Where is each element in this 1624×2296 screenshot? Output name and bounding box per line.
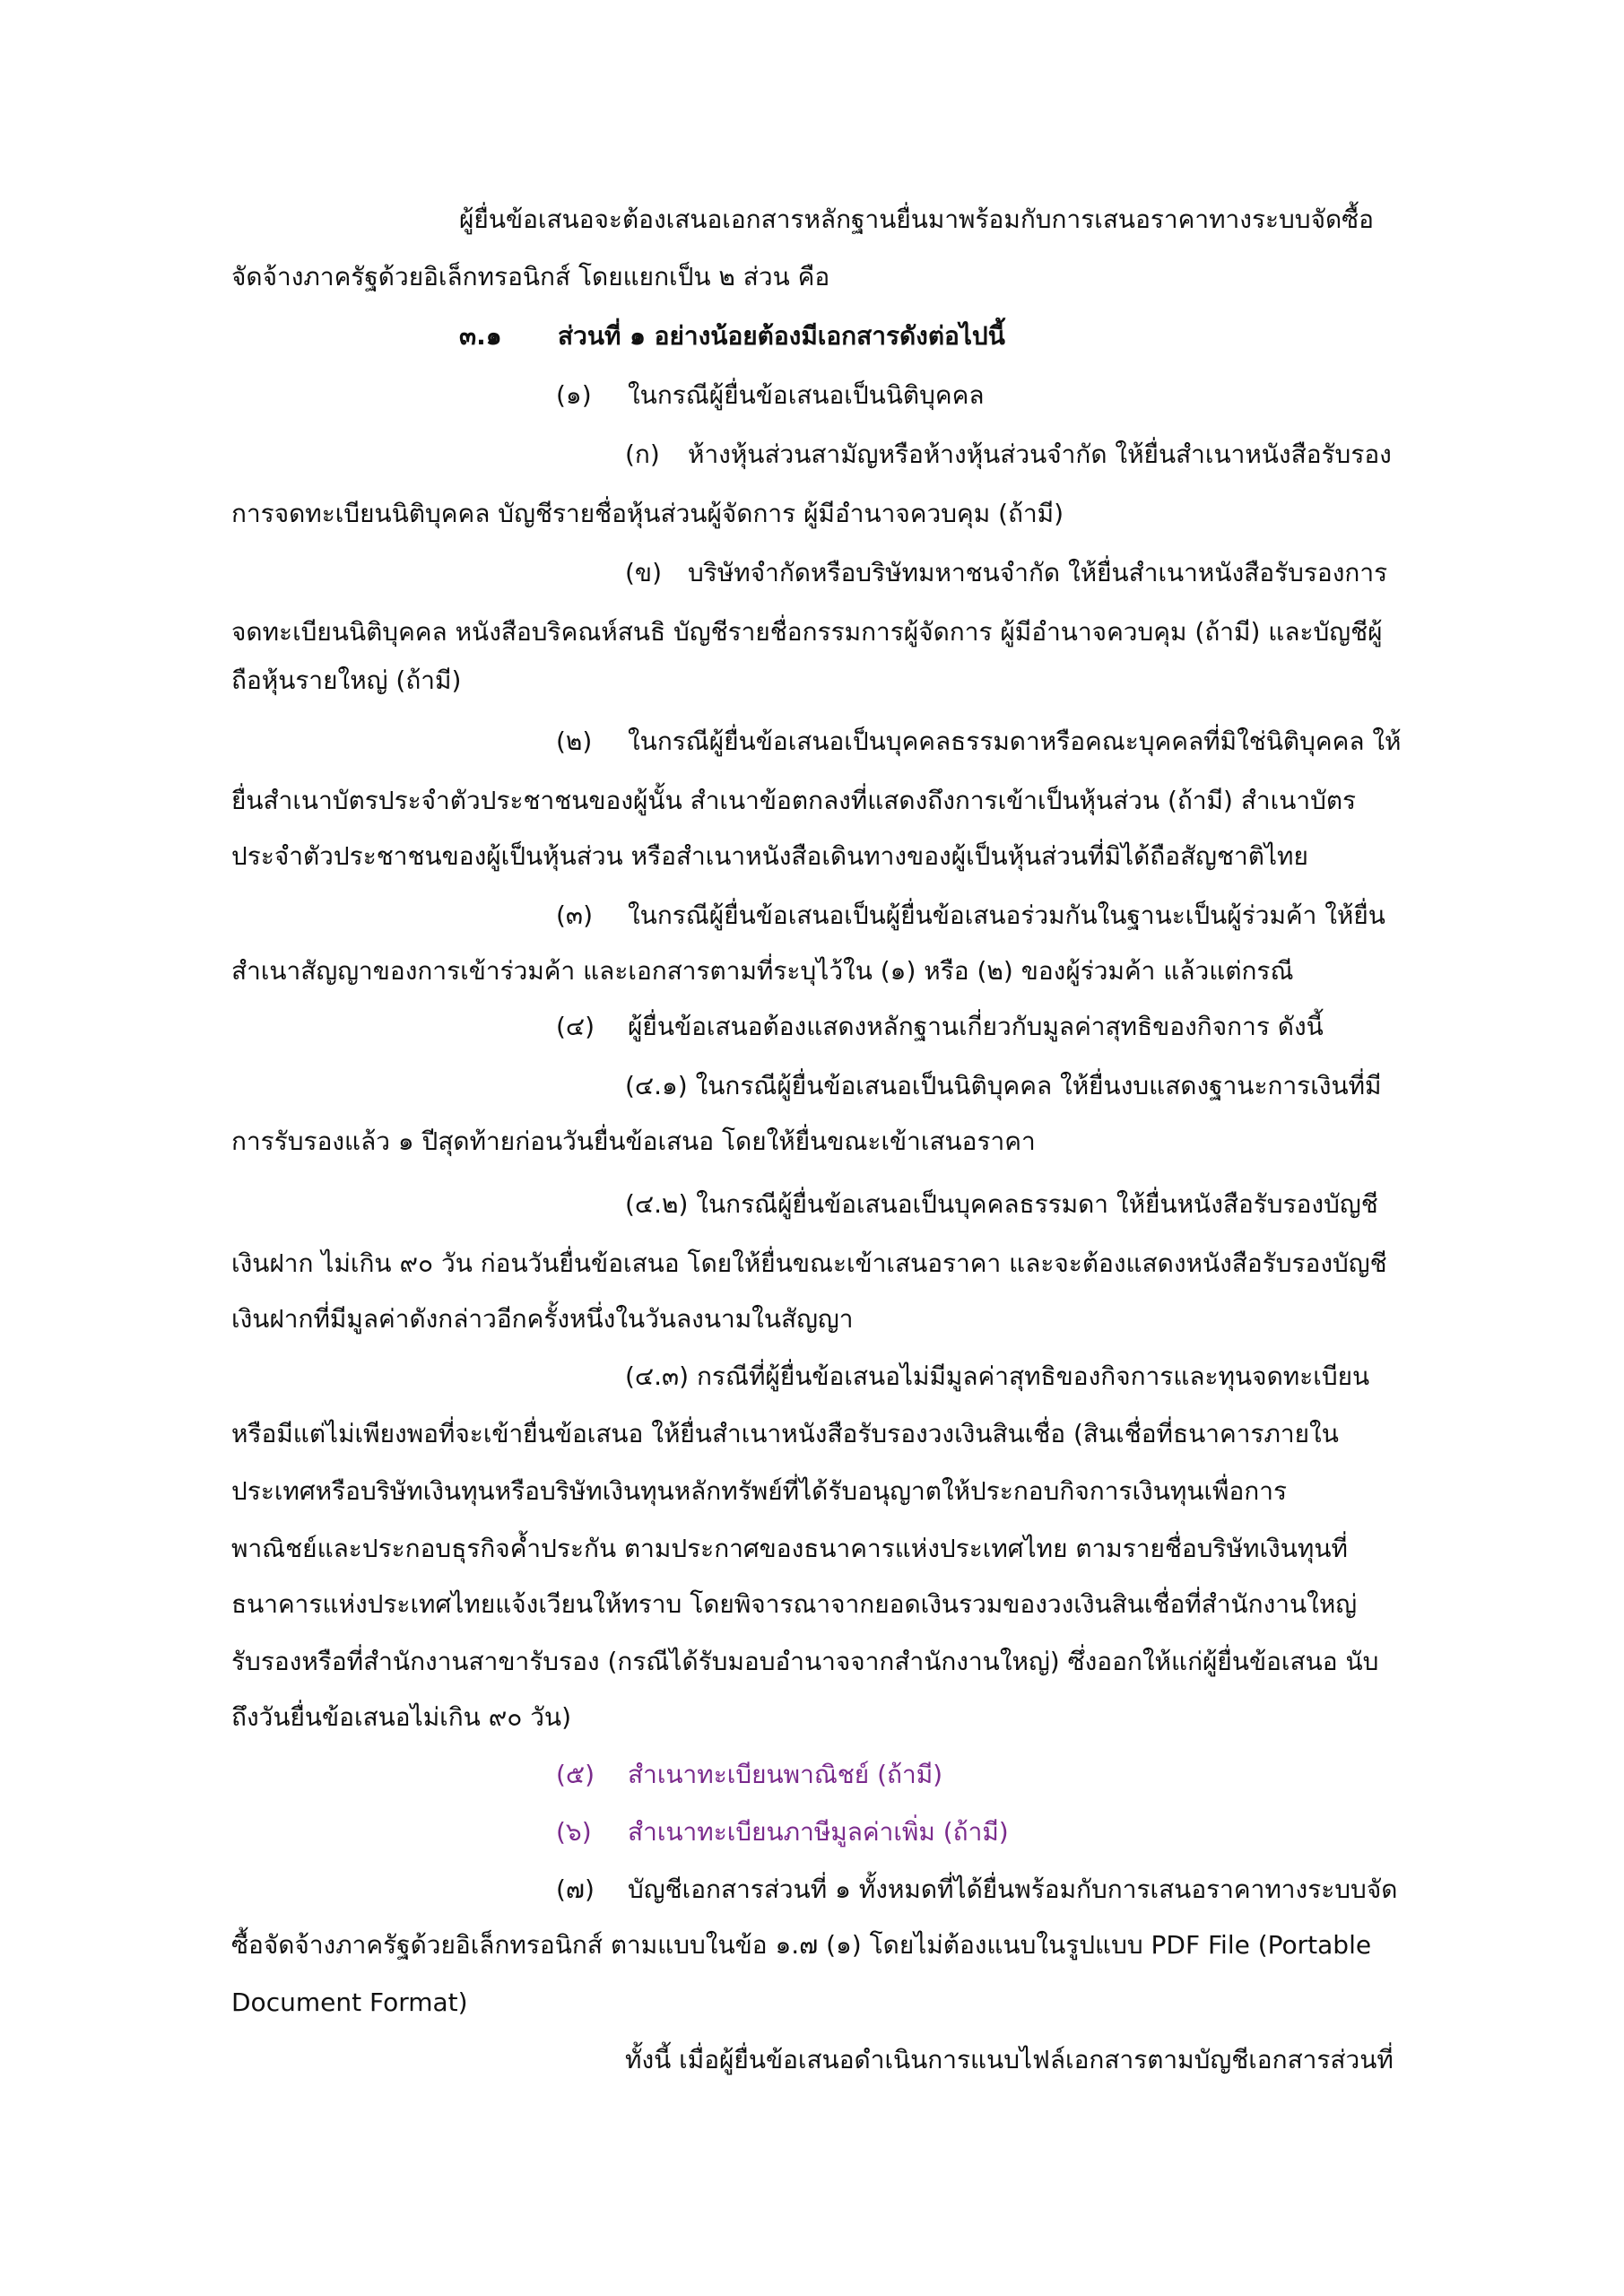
item-1a [625,439,1392,470]
item-5-text: สำเนาทะเบียนพาณิชย์ (ถ้ามี) [628,1760,943,1789]
item-1b-line-2: จดทะเบียนนิติบุคคล หนังสือบริคณห์สนธิ บัญชีรายชื่อกรรมการผู้จัดการ ผู้มีอำนาจควบคุม (ถ้ามี) และบัญชีผู้ [231,617,1383,647]
item-1b-number: (ข) [625,558,662,587]
intro-line-1: ผู้ยื่นข้อเสนอจะต้องเสนอเอกสารหลักฐานยื่นมาพร้อมกับการเสนอราคาทางระบบจัดซื้อ [459,204,1374,234]
item-1b [625,558,1387,588]
item-3-line-2: สำเนาสัญญาของการเข้าร่วมค้า และเอกสารตามที่ระบุไว้ใน (๑) หรือ (๒) ของผู้ร่วมค้า แล้วแต่กรณี [231,956,1294,986]
item-4-2-line-3: เงินฝากที่มีมูลค่าดังกล่าวอีกครั้งหนึ่งในวันลงนามในสัญญา [231,1304,854,1334]
item-6 [556,1817,1009,1848]
item-2-line-3: ประจำตัวประชาชนของผู้เป็นหุ้นส่วน หรือสำเนาหนังสือเดินทางของผู้เป็นหุ้นส่วนที่มิได้ถือสัญชาติไทย [231,841,1308,871]
item-7-line-1: บัญชีเอกสารส่วนที่ ๑ ทั้งหมดที่ได้ยื่นพร้อมกับการเสนอราคาทางระบบจัด [628,1874,1398,1904]
item-4-3-line-2: หรือมีแต่ไม่เพียงพอที่จะเข้ายื่นข้อเสนอ ให้ยื่นสำเนาหนังสือรับรองวงเงินสินเชื่อ (สินเชื่อที่ธนาคารภายใน [231,1419,1339,1448]
item-1 [556,380,985,411]
item-1-text: ในกรณีผู้ยื่นข้อเสนอเป็นนิติบุคคล [628,380,985,410]
item-2-line-2: ยื่นสำเนาบัตรประจำตัวประชาชนของผู้นั้น สำเนาข้อตกลงที่แสดงถึงการเข้าเป็นหุ้นส่วน (ถ้ามี) สำเนาบัตร [231,786,1357,815]
item-6-text: สำเนาทะเบียนภาษีมูลค่าเพิ่ม (ถ้ามี) [628,1817,1009,1847]
item-1a-line-2: การจดทะเบียนนิติบุคคล บัญชีรายชื่อหุ้นส่วนผู้จัดการ ผู้มีอำนาจควบคุม (ถ้ามี) [231,499,1064,528]
item-4-2-line-1: (๔.๒) ในกรณีผู้ยื่นข้อเสนอเป็นบุคคลธรรมดา ให้ยื่นหนังสือรับรองบัญชี [625,1189,1378,1219]
item-5-number: (๕) [556,1760,595,1789]
item-7-line-2: ซื้อจัดจ้างภาครัฐด้วยอิเล็กทรอนิกส์ ตามแบบในข้อ ๑.๗ (๑) โดยไม่ต้องแนบในรูปแบบ PDF File (Portable [231,1930,1372,1960]
item-4-text: ผู้ยื่นข้อเสนอต้องแสดงหลักฐานเกี่ยวกับมูลค่าสุทธิของกิจการ ดังนี้ [628,1012,1324,1041]
intro-line-2: จัดจ้างภาครัฐด้วยอิเล็กทรอนิกส์ โดยแยกเป็น ๒ ส่วน คือ [231,262,830,291]
item-4-3-line-3: ประเทศหรือบริษัทเงินทุนหรือบริษัทเงินทุนหลักทรัพย์ที่ได้รับอนุญาตให้ประกอบกิจการเงินทุนเพื่อการ [231,1476,1288,1506]
item-4-1-line-1: (๔.๑) ในกรณีผู้ยื่นข้อเสนอเป็นนิติบุคคล ให้ยื่นงบแสดงฐานะการเงินที่มี [625,1071,1382,1100]
item-1b-line-3: ถือหุ้นรายใหญ่ (ถ้ามี) [231,665,462,695]
item-4-number: (๔) [556,1012,595,1041]
item-1-number: (๑) [556,380,592,410]
section-number: ๓.๑ [459,321,502,351]
item-3-number: (๓) [556,900,593,930]
item-4-3-line-1: (๔.๓) กรณีที่ผู้ยื่นข้อเสนอไม่มีมูลค่าสุทธิของกิจการและทุนจดทะเบียน [625,1361,1370,1391]
item-4-3-line-7: ถึงวันยื่นข้อเสนอไม่เกิน ๙๐ วัน) [231,1702,571,1732]
item-1a-number: (ก) [625,439,660,469]
item-1b-line-1: บริษัทจำกัดหรือบริษัทมหาชนจำกัด ให้ยื่นสำเนาหนังสือรับรองการ [688,558,1388,587]
item-4-3-line-5: ธนาคารแห่งประเทศไทยแจ้งเวียนให้ทราบ โดยพิจารณาจากยอดเงินรวมของวงเงินสินเชื่อที่สำนักงานใหญ่ [231,1589,1358,1619]
item-3-line-1: ในกรณีผู้ยื่นข้อเสนอเป็นผู้ยื่นข้อเสนอร่วมกันในฐานะเป็นผู้ร่วมค้า ให้ยื่น [628,900,1385,930]
item-5 [556,1760,942,1790]
item-7-line-3: Document Format) [231,1987,468,2017]
section-3-1-heading [459,321,1005,352]
item-4-3-line-4: พาณิชย์และประกอบธุรกิจค้ำประกัน ตามประกาศของธนาคารแห่งประเทศไทย ตามรายชื่อบริษัทเงินทุนที่ [231,1534,1348,1563]
closing-line-1: ทั้งนี้ เมื่อผู้ยื่นข้อเสนอดำเนินการแนบไฟล์เอกสารตามบัญชีเอกสารส่วนที่ [625,2045,1394,2074]
item-2-line-1: ในกรณีผู้ยื่นข้อเสนอเป็นบุคคลธรรมดาหรือคณะบุคคลที่มิใช่นิติบุคคล ให้ [628,726,1402,756]
item-4-1-line-2: การรับรองแล้ว ๑ ปีสุดท้ายก่อนวันยื่นข้อเสนอ โดยให้ยื่นขณะเข้าเสนอราคา [231,1126,1036,1156]
section-title: ส่วนที่ ๑ อย่างน้อยต้องมีเอกสารดังต่อไปนี้ [558,321,1005,351]
item-2 [556,726,1402,757]
item-6-number: (๖) [556,1817,592,1847]
item-4-3-line-6: รับรองหรือที่สำนักงานสาขารับรอง (กรณีได้รับมอบอำนาจจากสำนักงานใหญ่) ซึ่งออกให้แก่ผู้ยื่นข้อเสนอ นับ [231,1647,1379,1676]
item-4-2-line-2: เงินฝาก ไม่เกิน ๙๐ วัน ก่อนวันยื่นข้อเสนอ โดยให้ยื่นขณะเข้าเสนอราคา และจะต้องแสดงหนังสือรับรองบัญชี [231,1248,1387,1278]
item-2-number: (๒) [556,726,593,756]
item-4 [556,1012,1324,1042]
item-3 [556,900,1385,931]
item-7 [556,1874,1397,1905]
item-1a-line-1: ห้างหุ้นส่วนสามัญหรือห้างหุ้นส่วนจำกัด ให้ยื่นสำเนาหนังสือรับรอง [688,439,1392,469]
item-7-number: (๗) [556,1874,595,1904]
